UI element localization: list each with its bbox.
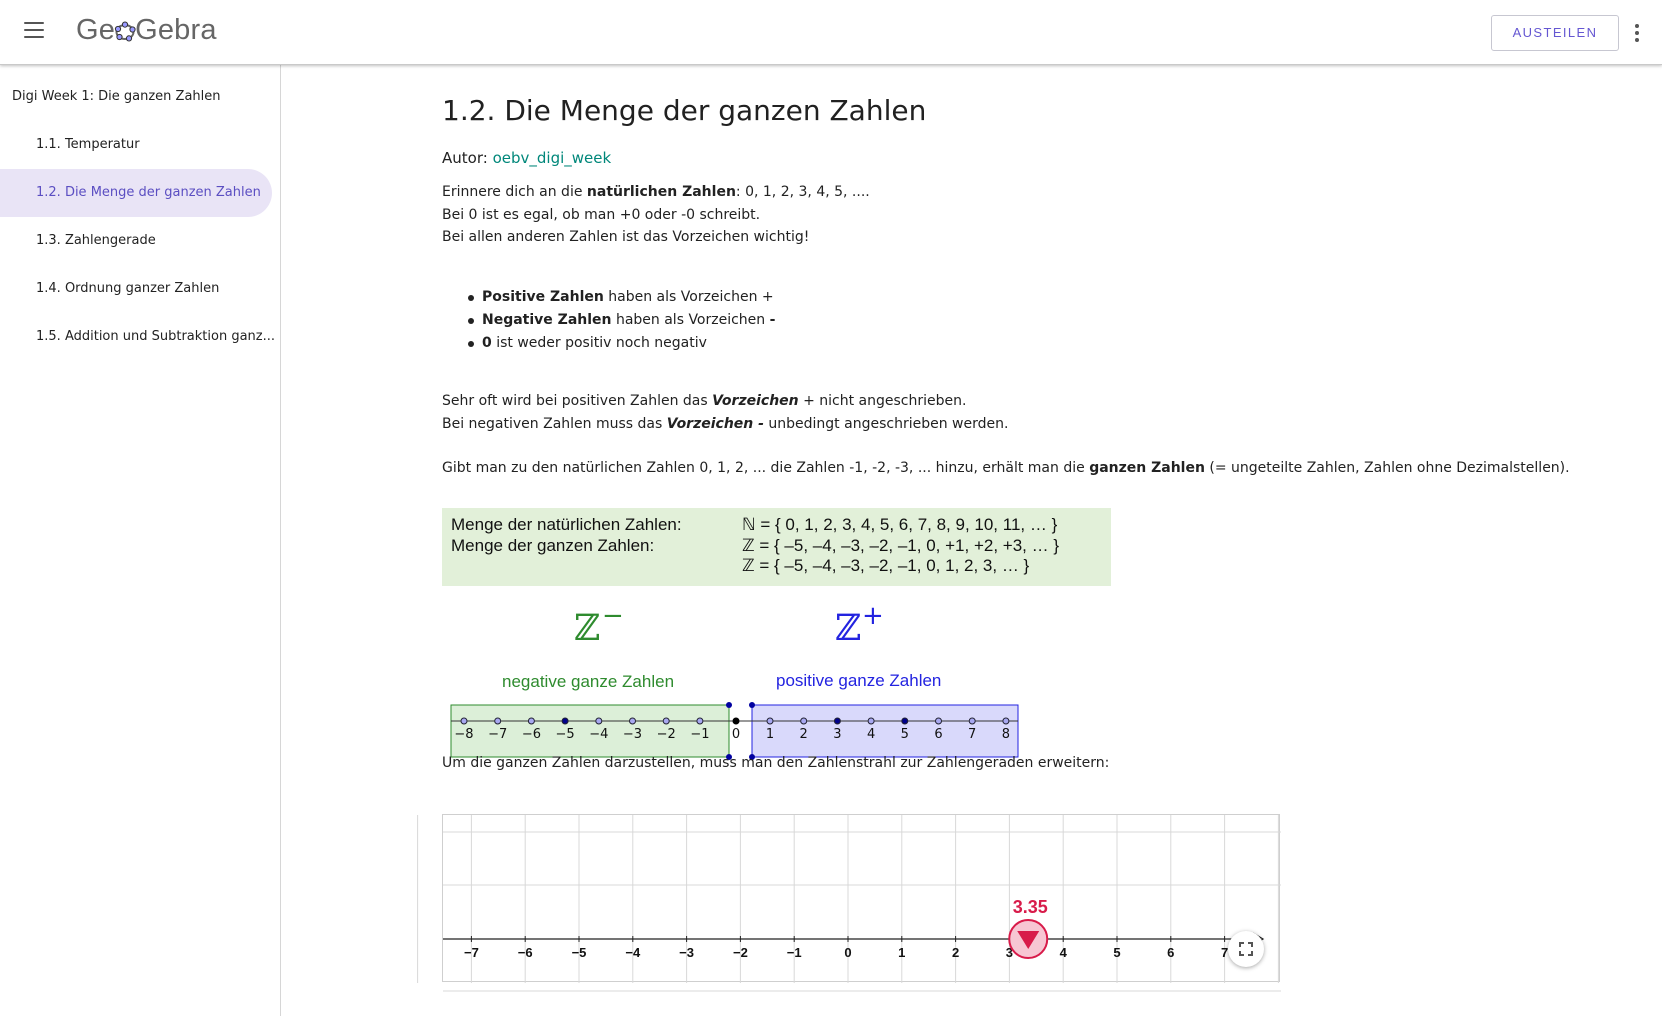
axis-tick-label: 7 — [1220, 945, 1229, 960]
neg-tick-label: −2 — [656, 727, 676, 742]
bullet-tail-bold: - — [769, 312, 776, 328]
neg-tick-point — [630, 718, 636, 724]
pos-tick-point — [767, 718, 773, 724]
axis-tick-label: 5 — [1113, 945, 1121, 960]
sidebar-item-ordnung[interactable]: 1.4. Ordnung ganzer Zahlen — [36, 281, 220, 296]
bullet-bold: 0 — [482, 335, 492, 351]
pos-tick-label: 7 — [968, 727, 977, 742]
intro-line1-bold: natürlichen Zahlen — [586, 184, 736, 200]
neg-tick-label: −3 — [622, 727, 643, 742]
more-options-icon[interactable] — [1634, 24, 1640, 44]
pos-tick-point — [834, 718, 840, 724]
sidebar-item-temperatur[interactable]: 1.1. Temperatur — [36, 137, 140, 152]
axis-tick-label: 4 — [1059, 945, 1067, 960]
para2-line2-end: unbedingt angeschrieben werden. — [763, 415, 1009, 432]
pos-tick-point — [936, 718, 942, 724]
set-notation-box — [442, 508, 1111, 586]
intro-line1-start: Erinnere dich an die — [442, 184, 587, 200]
axis-tick-label: −5 — [571, 945, 587, 960]
positive-sign-superscript: + — [862, 601, 884, 631]
bullet-text: haben als Vorzeichen + — [603, 289, 774, 305]
fullscreen-icon — [1228, 931, 1264, 967]
natural-numbers-label: Menge der natürlichen Zahlen: — [451, 515, 682, 534]
slider-value-label: 3.35 — [1012, 897, 1048, 917]
neg-tick-point — [562, 718, 568, 724]
pos-tick-label: 5 — [900, 727, 909, 742]
sign-notation-text — [442, 390, 1008, 435]
para3-start: Gibt man zu den natürlichen Zahlen 0, 1, 2, ... die Zahlen -1, -2, -3, ... hinzu, erhält man die — [442, 460, 1090, 476]
axis-tick-label: 6 — [1167, 945, 1175, 960]
axis-tick-label: 2 — [951, 945, 960, 960]
para3-end: (= ungeteilte Zahlen, Zahlen ohne Dezimalstellen). — [1204, 460, 1570, 476]
para2-line2-emph: Vorzeichen - — [666, 415, 764, 432]
natural-numbers-set: ℕ = { 0, 1, 2, 3, 4, 5, 6, 7, 8, 9, 10, 11, … } — [742, 515, 1058, 534]
axis-tick-label: 0 — [844, 945, 852, 960]
geogebra-logo[interactable]: Ge Gebra — [76, 14, 217, 46]
bullet-bold: Negative Zahlen — [482, 312, 612, 328]
axis-tick-label: −6 — [517, 945, 533, 960]
geogebra-applet[interactable] — [442, 814, 1280, 982]
region-corner-point — [749, 702, 755, 708]
neg-tick-point — [528, 718, 534, 724]
pos-tick-point — [801, 718, 807, 724]
region-corner-point — [726, 702, 732, 708]
neg-tick-point — [596, 718, 602, 724]
integers-set-signed: ℤ = { –5, –4, –3, –2, –1, 0, +1, +2, +3, … } — [742, 536, 1059, 555]
axis-tick-label: −1 — [786, 945, 802, 960]
list-item — [470, 332, 775, 355]
intro-line3: Bei allen anderen Zahlen ist das Vorzeichen wichtig! — [442, 229, 810, 245]
negative-sign-superscript: − — [602, 601, 624, 631]
top-app-bar — [0, 0, 1662, 65]
pos-tick-label: 2 — [799, 727, 808, 742]
pos-tick-point — [969, 718, 975, 724]
neg-tick-label: −1 — [690, 727, 710, 742]
sidebar-item-zahlengerade[interactable]: 1.3. Zahlengerade — [36, 233, 156, 248]
para2-line1-emph: Vorzeichen — [712, 393, 799, 409]
bullet-text: haben als Vorzeichen — [611, 312, 770, 328]
page-title: 1.2. Die Menge der ganzen Zahlen — [442, 94, 927, 127]
zero-tick-label: 0 — [731, 727, 741, 742]
integers-label: Menge der ganzen Zahlen: — [451, 536, 655, 555]
para2-line2-start: Bei negativen Zahlen muss das — [442, 415, 667, 432]
pos-tick-point — [1003, 718, 1009, 724]
fullscreen-button[interactable] — [1228, 931, 1264, 967]
axis-tick-label: −3 — [679, 945, 695, 960]
pos-tick-label: 3 — [833, 727, 842, 742]
author-line — [442, 149, 611, 167]
author-link[interactable]: oebv_digi_week — [492, 149, 612, 167]
bullet-bold: Positive Zahlen — [482, 289, 604, 305]
neg-tick-label: −6 — [521, 727, 541, 742]
integers-number-line-figure — [442, 594, 1022, 742]
author-label: Autor: — [442, 149, 488, 167]
para2-line1-end: + nicht angeschrieben. — [798, 393, 967, 409]
pos-tick-label: 8 — [1001, 727, 1011, 742]
axis-tick-label: 3 — [1005, 945, 1014, 960]
para3-bold: ganzen Zahlen — [1089, 460, 1205, 476]
negative-integers-symbol: ℤ — [574, 608, 601, 649]
integers-set: ℤ = { –5, –4, –3, –2, –1, 0, 1, 2, 3, … } — [742, 556, 1030, 575]
neg-tick-label: −7 — [488, 727, 508, 742]
neg-tick-point — [495, 718, 501, 724]
integers-definition-text — [442, 457, 1570, 480]
applet-graphics-view[interactable] — [443, 815, 1281, 983]
axis-tick-label: 1 — [898, 945, 906, 960]
neg-tick-point — [663, 718, 669, 724]
book-title[interactable]: Digi Week 1: Die ganzen Zahlen — [12, 89, 221, 104]
number-slider-point[interactable] — [1009, 897, 1048, 958]
list-item — [470, 309, 775, 332]
sidebar-item-menge-ganze-zahlen[interactable]: 1.2. Die Menge der ganzen Zahlen — [0, 169, 272, 217]
share-button[interactable]: AUSTEILEN — [1491, 15, 1619, 51]
axis-tick-label: −7 — [463, 945, 479, 960]
neg-tick-label: −5 — [555, 727, 575, 742]
positive-integers-caption: positive ganze Zahlen — [776, 671, 942, 690]
neg-tick-point — [697, 718, 703, 724]
zero-point — [733, 718, 740, 725]
intro-line1-end: : 0, 1, 2, 3, 4, 5, .... — [735, 184, 870, 200]
axis-tick-label: −2 — [732, 945, 748, 960]
negative-integers-caption: negative ganze Zahlen — [502, 672, 675, 691]
logo-o-icon — [114, 20, 136, 42]
pos-tick-point — [868, 718, 874, 724]
pos-tick-label: 4 — [866, 727, 876, 742]
intro-text — [442, 181, 870, 249]
sign-bullet-list — [470, 286, 775, 355]
number-line-intro-text: Um die ganzen Zahlen darzustellen, muss man den Zahlenstrahl zur Zahlengeraden erweitern: — [442, 755, 1110, 771]
bullet-text: ist weder positiv noch negativ — [491, 335, 707, 351]
positive-integers-symbol: ℤ — [835, 608, 862, 649]
pos-tick-point — [902, 718, 908, 724]
pos-tick-label: 6 — [934, 727, 943, 742]
neg-tick-point — [461, 718, 467, 724]
para2-line1-start: Sehr oft wird bei positiven Zahlen das — [442, 393, 713, 409]
sidebar-item-addition-subtraktion[interactable]: 1.5. Addition und Subtraktion ganz... — [36, 329, 276, 344]
book-sidebar — [0, 65, 281, 1016]
list-item — [470, 286, 775, 309]
pos-tick-label: 1 — [765, 727, 775, 742]
intro-line2: Bei 0 ist es egal, ob man +0 oder -0 schreibt. — [442, 206, 761, 223]
hamburger-menu-icon[interactable] — [24, 22, 44, 40]
axis-tick-label: −4 — [625, 945, 641, 960]
neg-tick-label: −4 — [589, 727, 609, 742]
neg-tick-label: −8 — [454, 727, 474, 742]
positive-region — [752, 705, 1018, 757]
